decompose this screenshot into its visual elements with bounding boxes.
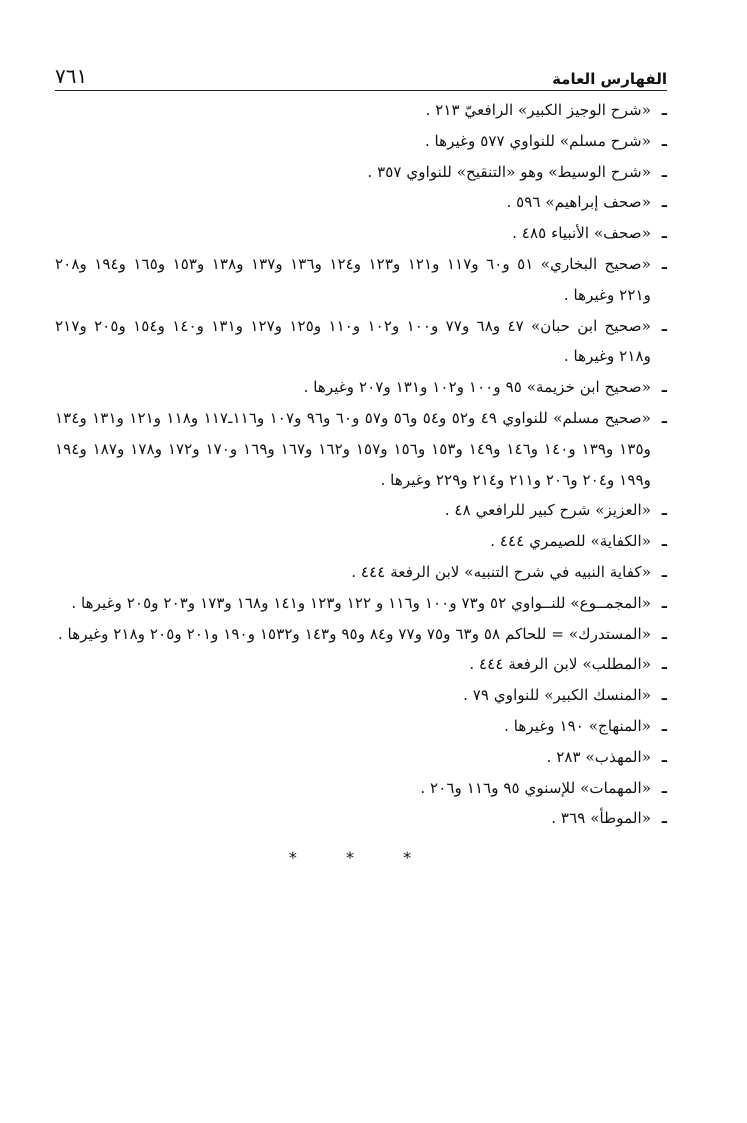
entry-text: «الكفاية» للصيمري ٤٤٤ . bbox=[490, 532, 651, 551]
entry-text: «شرح الوسيط» وهو «التنقيح» للنواوي ٣٥٧ . bbox=[367, 162, 651, 181]
entry-dash: ـ bbox=[661, 562, 667, 581]
entry-dash: ـ bbox=[661, 193, 667, 212]
entry-dash: ـ bbox=[661, 655, 667, 674]
running-title: الفهارس العامة bbox=[552, 70, 667, 88]
page-number: ٧٦١ bbox=[55, 64, 88, 88]
entry-text: «الموطأ» ٣٦٩ . bbox=[551, 809, 651, 828]
entry-dash: ـ bbox=[661, 716, 667, 735]
entry-dash: ـ bbox=[661, 624, 667, 643]
entry-dash: ـ bbox=[661, 809, 667, 828]
entry-dash: ـ bbox=[661, 747, 667, 766]
index-entry bbox=[55, 557, 667, 588]
entry-text: «المهذب» ٢٨٣ . bbox=[546, 747, 651, 766]
entry-text: «المطلب» لابن الرفعة ٤٤٤ . bbox=[469, 655, 651, 674]
index-entry bbox=[55, 311, 667, 373]
entry-dash: ـ bbox=[661, 101, 667, 119]
entry-dash: ـ bbox=[661, 316, 667, 335]
index-entry bbox=[55, 126, 667, 157]
index-entry bbox=[55, 588, 667, 619]
index-entry bbox=[55, 526, 667, 557]
index-entry bbox=[55, 773, 667, 804]
running-header bbox=[55, 58, 667, 91]
entry-dash: ـ bbox=[661, 532, 667, 551]
entry-text: «صحف إبراهيم» ٥٩٦ . bbox=[506, 193, 651, 212]
entry-text: «صحيح مسلم» للنواوي ٤٩ و٥٢ و٥٤ و٥٦ و٥٧ و٦٠ و٩٦ و١٠٧ و١١٦ـ١١٧ و١١٨ و١٢١ و١٣١ و١٣٤ و١٣٥ و١٣٩ و١٤٠ و١٤٦ و١٤٩ و١٥٣ و١٥٦ و١٥٧ و١٦٢ و١٦٧ و١٦٩ و١٧٠ و١٧٢ و١٧٨ و١٨٧ و١٩٤ و١٩٩ و٢٠٤ و٢٠٦ و٢١١ و٢١٤ و٢٢٩ وغيرها . bbox=[55, 408, 651, 489]
index-entry bbox=[55, 95, 667, 126]
index-entry bbox=[55, 649, 667, 680]
entry-text: «صحيح البخاري» ٥١ و٦٠ و١١٧ و١٢١ و١٢٣ و١٢٤ و١٣٦ و١٣٧ و١٣٨ و١٥٣ و١٦٥ و١٩٤ و٢٠٨ و٢٢١ وغيرها . bbox=[55, 254, 651, 304]
index-entry bbox=[55, 372, 667, 403]
index-entry bbox=[55, 218, 667, 249]
entry-text: «شرح مسلم» للنواوي ٥٧٧ وغيرها . bbox=[424, 131, 651, 150]
index-entry bbox=[55, 619, 667, 650]
index-entry bbox=[55, 403, 667, 495]
entry-dash: ـ bbox=[661, 131, 667, 150]
entry-dash: ـ bbox=[661, 778, 667, 797]
entry-text: «شرح الوجيز الكبير» الرافعيّ ٢١٣ . bbox=[425, 101, 651, 119]
entry-text: «صحيح ابن خزيمة» ٩٥ و١٠٠ و١٠٢ و١٣١ و٢٠٧ وغيرها . bbox=[303, 378, 651, 397]
index-entries bbox=[55, 95, 667, 834]
entry-text: «المهمات» للإسنوي ٩٥ و١١٦ و٢٠٦ . bbox=[420, 778, 651, 797]
entry-dash: ـ bbox=[661, 162, 667, 181]
index-entry bbox=[55, 680, 667, 711]
index-entry bbox=[55, 157, 667, 188]
entry-dash: ـ bbox=[661, 686, 667, 705]
page bbox=[55, 58, 667, 867]
entry-dash: ـ bbox=[661, 254, 667, 273]
entry-text: «صحف» الأنبياء ٤٨٥ . bbox=[512, 224, 651, 243]
index-entry bbox=[55, 742, 667, 773]
entry-text: «صحيح ابن حبان» ٤٧ و٦٨ و٧٧ و١٠٠ و١٠٢ و١١٠ و١٢٥ و١٢٧ و١٣١ و١٤٠ و١٥٤ و٢٠٥ و٢١٧ و٢١٨ وغيرها . bbox=[55, 316, 651, 366]
index-entry bbox=[55, 187, 667, 218]
index-entry bbox=[55, 249, 667, 311]
entry-dash: ـ bbox=[661, 501, 667, 520]
entry-text: «المنسك الكبير» للنواوي ٧٩ . bbox=[463, 686, 651, 705]
index-entry bbox=[55, 495, 667, 526]
entry-text: «المنهاج» ١٩٠ وغيرها . bbox=[504, 716, 651, 735]
entry-text: «المستدرك» = للحاكم ٥٨ و٦٣ و٧٥ و٧٧ و٨٤ و٩٥ و١٤٣ و١٥٣٢ و١٩٠ و٢٠١ و٢٠٥ و٢١٨ وغيرها . bbox=[57, 624, 651, 643]
entry-text: «العزيز» شرح كبير للرافعي ٤٨ . bbox=[444, 501, 651, 520]
index-entry bbox=[55, 803, 667, 834]
entry-text: «المجمــوع» للنــواوي ٥٢ و٧٣ و١٠٠ و١١٦ و ١٢٢ و١٢٣ و١٤١ و١٦٨ و١٧٣ و٢٠٣ و٢٠٥ وغيرها . bbox=[71, 593, 651, 612]
entry-text: «كفاية النبيه في شرح التنبيه» لابن الرفعة ٤٤٤ . bbox=[351, 562, 651, 581]
entry-dash: ـ bbox=[661, 224, 667, 243]
entry-dash: ـ bbox=[661, 378, 667, 397]
entry-dash: ـ bbox=[661, 593, 667, 612]
index-entry bbox=[55, 711, 667, 742]
entry-dash: ـ bbox=[661, 408, 667, 427]
section-end-ornament: * * * bbox=[288, 848, 434, 868]
